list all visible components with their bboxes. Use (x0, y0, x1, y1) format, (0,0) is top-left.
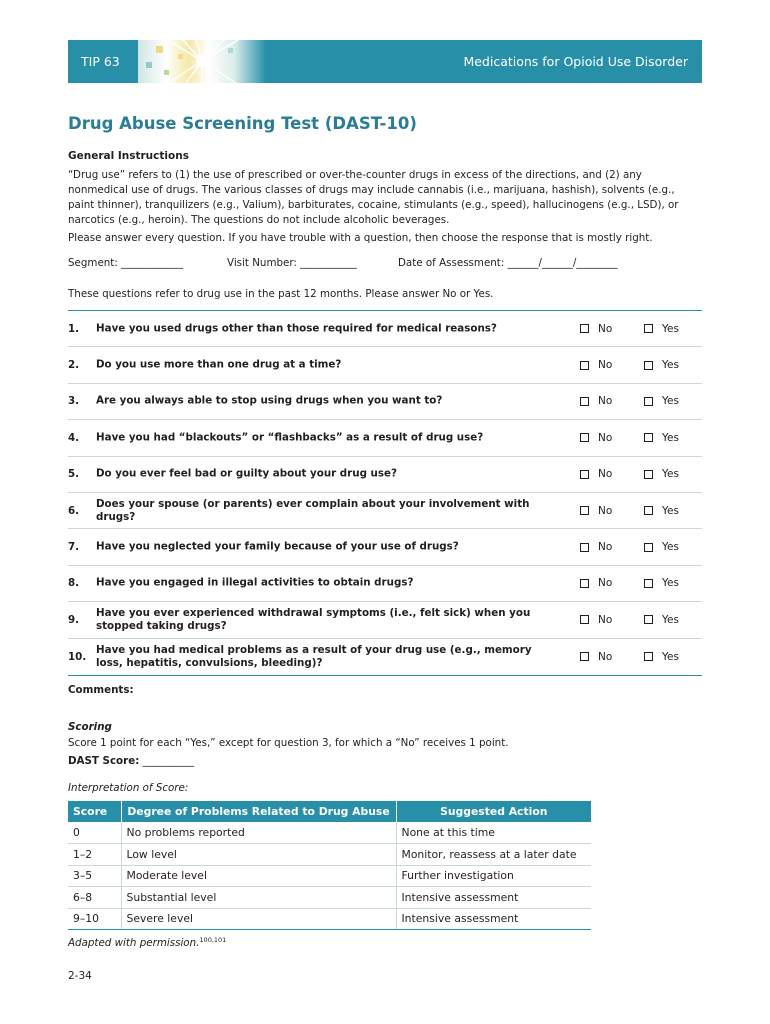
yes-checkbox[interactable] (644, 397, 653, 406)
score-table-row (68, 887, 591, 909)
question-row (68, 493, 702, 529)
document-title: Drug Abuse Screening Test (DAST-10) (68, 114, 417, 133)
no-option[interactable] (580, 359, 612, 371)
no-checkbox[interactable] (580, 361, 589, 370)
interpretation-label: Interpretation of Score: (68, 782, 189, 794)
no-label: No (598, 468, 613, 481)
score-cell: 6–8 (68, 887, 121, 909)
yes-checkbox[interactable] (644, 470, 653, 479)
yes-checkbox[interactable] (644, 652, 653, 661)
no-checkbox[interactable] (580, 615, 589, 624)
scoring-heading: Scoring (68, 721, 112, 733)
header-title: Medications for Opioid Use Disorder (463, 54, 688, 69)
yes-label: Yes (662, 322, 679, 335)
action-column-header: Suggested Action (396, 801, 591, 822)
question-text: Have you engaged in illegal activities to obtain drugs? (96, 576, 414, 589)
scoring-text: Score 1 point for each “Yes,” except for question 3, for which a “No” receives 1 point. (68, 737, 509, 749)
yes-option[interactable] (644, 468, 679, 480)
question-number: 8. (68, 577, 80, 590)
questions-intro: These questions refer to drug use in the past 12 months. Please answer No or Yes. (68, 288, 494, 300)
yes-label: Yes (662, 577, 679, 590)
header-band (68, 40, 702, 83)
yes-label: Yes (662, 613, 679, 626)
action-cell: Intensive assessment (396, 908, 591, 930)
question-row (68, 566, 702, 602)
yes-checkbox[interactable] (644, 433, 653, 442)
score-column-header: Score (68, 801, 121, 822)
question-row (68, 311, 702, 347)
score-table-header-row (68, 801, 591, 822)
question-row (68, 602, 702, 638)
yes-checkbox[interactable] (644, 506, 653, 515)
no-checkbox[interactable] (580, 470, 589, 479)
no-label: No (598, 322, 613, 335)
score-interpretation-table (68, 801, 591, 930)
yes-label: Yes (662, 650, 679, 663)
no-option[interactable] (580, 505, 612, 517)
questions-table (68, 310, 702, 676)
no-option[interactable] (580, 395, 612, 407)
no-checkbox[interactable] (580, 433, 589, 442)
no-checkbox[interactable] (580, 324, 589, 333)
dast-score-field[interactable] (68, 755, 194, 767)
degree-cell: Substantial level (121, 887, 396, 909)
no-checkbox[interactable] (580, 506, 589, 515)
score-cell: 9–10 (68, 908, 121, 930)
yes-label: Yes (662, 395, 679, 408)
score-cell: 3–5 (68, 865, 121, 887)
no-label: No (598, 650, 613, 663)
question-row (68, 347, 702, 383)
yes-option[interactable] (644, 651, 679, 663)
yes-option[interactable] (644, 505, 679, 517)
question-text: Are you always able to stop using drugs when you want to? (96, 394, 443, 407)
question-text: Have you ever experienced withdrawal symptoms (i.e., felt sick) when you stopped taking drugs? (96, 606, 531, 632)
no-label: No (598, 613, 613, 626)
yes-checkbox[interactable] (644, 361, 653, 370)
no-option[interactable] (580, 432, 612, 444)
yes-option[interactable] (644, 541, 679, 553)
adapted-text: Adapted with permission. (68, 937, 200, 949)
no-option[interactable] (580, 577, 612, 589)
question-text: Have you had medical problems as a result of your drug use (e.g., memory loss, hepatitis, convulsions, bleeding)? (96, 643, 532, 669)
no-label: No (598, 395, 613, 408)
question-number: 6. (68, 504, 80, 517)
general-instructions-text: “Drug use” refers to (1) the use of prescribed or over-the-counter drugs in excess of the directions, and (2) any nonmedical use of drugs. The various classes of drugs may include cannabis (i.e., marijuana, hashish), solvents (e.g., paint thinner), tranquilizers (e.g., Valium), barbiturates, cocaine, stimulants (e.g., speed), hallucinogens (e.g., LSD), or narcotics (e.g., heroin). The questions do not include alcoholic beverages. (68, 169, 679, 226)
question-text: Have you used drugs other than those required for medical reasons? (96, 322, 497, 335)
dast-score-blank[interactable]: __________ (139, 755, 195, 767)
no-label: No (598, 577, 613, 590)
question-row (68, 529, 702, 565)
degree-cell: Severe level (121, 908, 396, 930)
adapted-references: 100,101 (199, 936, 227, 944)
date-of-assessment-field[interactable]: Date of Assessment: ______/______/________ (398, 257, 618, 269)
no-option[interactable] (580, 468, 612, 480)
adapted-note (68, 936, 226, 949)
question-number: 4. (68, 431, 80, 444)
question-number: 9. (68, 613, 80, 626)
no-label: No (598, 504, 613, 517)
question-number: 2. (68, 359, 80, 372)
question-number: 3. (68, 395, 80, 408)
degree-column-header: Degree of Problems Related to Drug Abuse (121, 801, 396, 822)
yes-label: Yes (662, 504, 679, 517)
no-label: No (598, 431, 613, 444)
degree-cell: Low level (121, 844, 396, 866)
question-text: Have you had “blackouts” or “flashbacks” as a result of drug use? (96, 431, 484, 444)
no-checkbox[interactable] (580, 652, 589, 661)
score-cell: 0 (68, 822, 121, 844)
question-number: 7. (68, 541, 80, 554)
score-cell: 1–2 (68, 844, 121, 866)
action-cell: Intensive assessment (396, 887, 591, 909)
yes-label: Yes (662, 431, 679, 444)
yes-checkbox[interactable] (644, 543, 653, 552)
yes-option[interactable] (644, 395, 679, 407)
question-text: Do you ever feel bad or guilty about your drug use? (96, 467, 397, 480)
no-option[interactable] (580, 614, 612, 626)
score-table-row (68, 865, 591, 887)
yes-option[interactable] (644, 432, 679, 444)
dast-score-label: DAST Score: (68, 755, 140, 767)
action-cell: Further investigation (396, 865, 591, 887)
abstract-burst-graphic-icon (138, 40, 266, 83)
yes-option[interactable] (644, 323, 679, 335)
score-table-row (68, 822, 591, 844)
question-row (68, 457, 702, 493)
question-number: 10. (68, 650, 87, 663)
yes-checkbox[interactable] (644, 579, 653, 588)
no-label: No (598, 541, 613, 554)
yes-checkbox[interactable] (644, 615, 653, 624)
no-checkbox[interactable] (580, 543, 589, 552)
degree-cell: No problems reported (121, 822, 396, 844)
action-cell: None at this time (396, 822, 591, 844)
action-cell: Monitor, reassess at a later date (396, 844, 591, 866)
no-option[interactable] (580, 541, 612, 553)
no-option[interactable] (580, 651, 612, 663)
yes-option[interactable] (644, 577, 679, 589)
question-text: Does your spouse (or parents) ever complain about your involvement with drugs? (96, 497, 530, 523)
degree-cell: Moderate level (121, 865, 396, 887)
score-table-row (68, 908, 591, 930)
page-number: 2-34 (68, 970, 92, 982)
yes-option[interactable] (644, 614, 679, 626)
tip-label: TIP 63 (81, 54, 120, 69)
yes-label: Yes (662, 541, 679, 554)
no-checkbox[interactable] (580, 579, 589, 588)
question-row (68, 420, 702, 456)
question-number: 5. (68, 468, 80, 481)
question-row (68, 384, 702, 420)
score-table-row (68, 844, 591, 866)
no-checkbox[interactable] (580, 397, 589, 406)
question-text: Have you neglected your family because of your use of drugs? (96, 540, 459, 553)
comments-label: Comments: (68, 684, 134, 696)
general-instructions-heading: General Instructions (68, 150, 189, 162)
visit-number-field[interactable]: Visit Number: ___________ (227, 257, 357, 269)
answer-instruction: Please answer every question. If you have trouble with a question, then choose the response that is mostly right. (68, 232, 653, 244)
yes-option[interactable] (644, 359, 679, 371)
question-number: 1. (68, 322, 80, 335)
no-label: No (598, 359, 613, 372)
question-text: Do you use more than one drug at a time? (96, 358, 342, 371)
question-row (68, 639, 702, 675)
segment-field[interactable]: Segment: ____________ (68, 257, 183, 269)
yes-label: Yes (662, 359, 679, 372)
yes-label: Yes (662, 468, 679, 481)
yes-checkbox[interactable] (644, 324, 653, 333)
no-option[interactable] (580, 323, 612, 335)
